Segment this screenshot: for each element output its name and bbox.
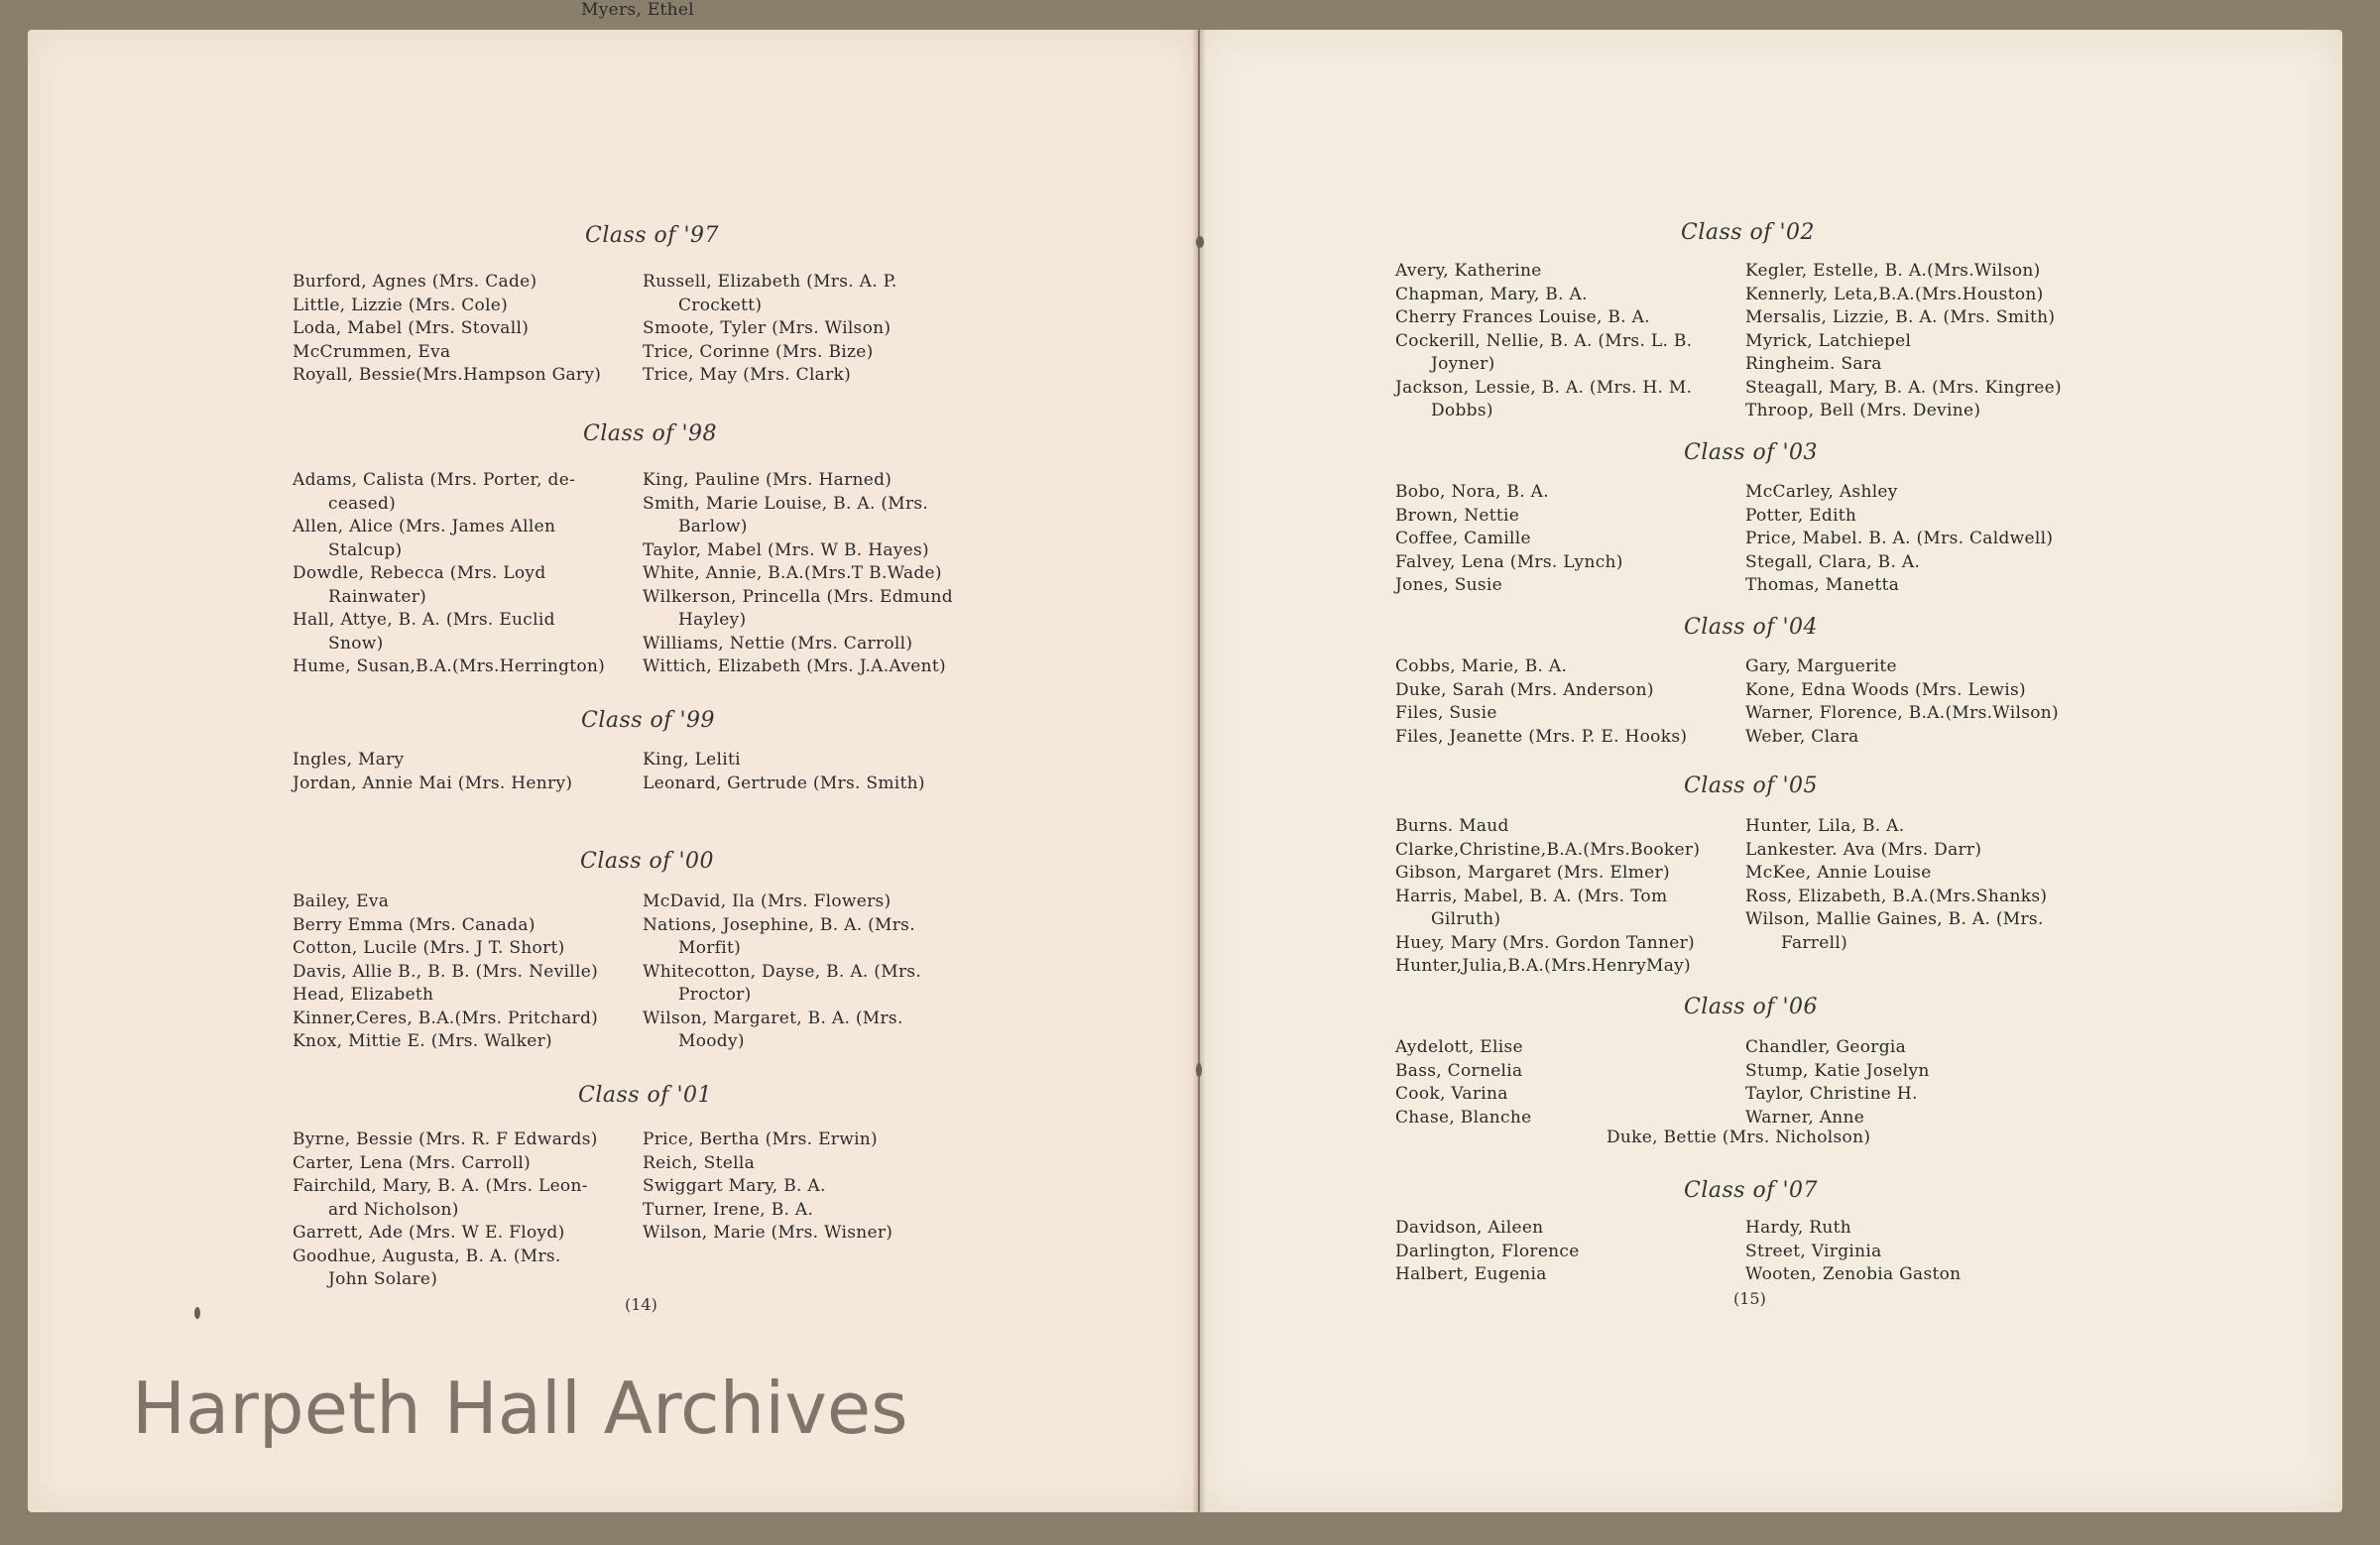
alumna-entry: McDavid, Ila (Mrs. Flowers) [643,891,892,911]
alumna-entry: Kinner,Ceres, B.A.(Mrs. Pritchard) [293,1008,599,1028]
names-column [1395,815,1700,979]
alumna-entry: Wooten, Zenobia Gaston [1745,1264,1962,1284]
alumna-entry: Wilson, Mallie Gaines, B. A. (Mrs. [1745,909,2044,929]
alumna-entry: Crockett) [678,295,763,315]
alumna-entry: Joyner) [1431,354,1495,374]
alumna-entry: Jones, Susie [1395,575,1503,595]
alumna-entry: Chandler, Georgia [1745,1037,1907,1057]
alumna-entry: Little, Lizzie (Mrs. Cole) [293,295,509,315]
page-number-left: (14) [625,1295,657,1314]
alumna-entry: Barlow) [678,517,748,536]
alumna-entry: Brown, Nettie [1395,505,1520,526]
alumna-entry: Rainwater) [328,586,427,607]
alumna-entry: Halbert, Eugenia [1395,1264,1547,1284]
alumna-entry: Cook, Varina [1395,1084,1508,1104]
alumna-entry: Gary, Marguerite [1745,656,1897,676]
class-heading: Class of '07 [1684,1178,1818,1203]
alumna-entry: Davis, Allie B., B. B. (Mrs. Neville) [293,961,599,982]
alumna-entry: Kegler, Estelle, B. A.(Mrs.Wilson) [1745,261,2041,281]
class-heading: Class of '97 [585,223,719,248]
alumna-entry: Proctor) [678,985,752,1005]
class-heading: Class of '03 [1684,440,1818,465]
names-column [643,891,921,1054]
alumna-entry: Byrne, Bessie (Mrs. R. F Edwards) [293,1129,598,1149]
alumna-entry: Lankester. Ava (Mrs. Darr) [1745,839,1982,860]
alumna-entry: Cockerill, Nellie, B. A. (Mrs. L. B. [1395,330,1693,351]
names-column [1745,481,2053,598]
alumna-entry: Steagall, Mary, B. A. (Mrs. Kingree) [1745,377,2062,398]
names-column [1745,1036,1930,1129]
names-column [1745,1217,1961,1287]
alumna-entry: Garrett, Ade (Mrs. W E. Floyd) [293,1223,565,1243]
book-gutter [1192,30,1206,1512]
names-column [643,749,925,795]
alumna-entry: ceased) [328,493,397,514]
alumna-entry: Berry Emma (Mrs. Canada) [293,914,536,935]
alumna-entry: Myrick, Latchiepel [1745,330,1912,351]
alumna-entry: Kennerly, Leta,B.A.(Mrs.Houston) [1745,284,2044,304]
alumna-entry: Cobbs, Marie, B. A. [1395,656,1568,676]
left-page [28,30,1198,1512]
alumna-entry: Coffee, Camille [1395,529,1531,548]
alumna-entry: Wilson, Marie (Mrs. Wisner) [643,1223,893,1243]
alumna-entry: ard Nicholson) [328,1199,459,1220]
names-column [1745,655,2059,749]
class-heading: Class of '05 [1684,773,1818,798]
alumna-entry: Thomas, Manetta [1745,575,1900,595]
alumna-entry: Hunter,Julia,B.A.(Mrs.HenryMay) [1395,956,1691,976]
alumna-entry: Potter, Edith [1745,505,1857,526]
class-heading: Class of '06 [1684,995,1818,1019]
alumna-entry: Adams, Calista (Mrs. Porter, de- [293,470,576,490]
alumna-entry: Nations, Josephine, B. A. (Mrs. [643,914,915,935]
alumna-entry: McKee, Annie Louise [1745,863,1932,883]
alumna-entry: White, Annie, B.A.(Mrs.T B.Wade) [643,563,942,583]
alumna-entry: Darlington, Florence [1395,1241,1580,1261]
class-heading: Class of '02 [1681,220,1815,245]
alumna-entry: Trice, Corinne (Mrs. Bize) [643,341,874,362]
alumna-entry: Throop, Bell (Mrs. Devine) [1745,401,1981,420]
alumna-entry: Taylor, Christine H. [1745,1084,1918,1104]
alumna-entry: Loda, Mabel (Mrs. Stovall) [293,318,530,338]
alumna-entry: Hall, Attye, B. A. (Mrs. Euclid [293,610,555,630]
alumna-entry: Burns. Maud [1395,816,1509,836]
alumna-entry: Clarke,Christine,B.A.(Mrs.Booker) [1395,839,1701,860]
alumna-entry: Royall, Bessie(Mrs.Hampson Gary) [293,365,602,385]
names-column [1395,1217,1580,1287]
alumna-entry: Head, Elizabeth [293,985,434,1005]
alumna-entry: Price, Bertha (Mrs. Erwin) [643,1129,878,1149]
names-column [643,1129,892,1246]
class-heading: Class of '01 [578,1083,712,1108]
alumna-entry: Huey, Mary (Mrs. Gordon Tanner) [1395,932,1695,953]
alumna-entry: Fairchild, Mary, B. A. (Mrs. Leon- [293,1176,588,1196]
alumna-entry: Price, Mabel. B. A. (Mrs. Caldwell) [1745,529,2054,548]
page-number-right: (15) [1733,1289,1766,1308]
names-column [1395,1036,1531,1129]
alumna-entry: Wittich, Elizabeth (Mrs. J.A.Avent) [643,656,946,676]
alumna-entry: Dobbs) [1431,401,1493,420]
alumna-entry: Files, Jeanette (Mrs. P. E. Hooks) [1395,726,1688,747]
alumna-entry: King, Leliti [643,750,741,770]
alumna-entry: Morfit) [678,938,742,958]
alumna-entry: Reich, Stella [643,1152,756,1173]
alumna-entry: Hardy, Ruth [1745,1218,1851,1238]
alumna-entry: Kone, Edna Woods (Mrs. Lewis) [1745,679,2026,700]
alumna-entry: Hayley) [678,610,747,630]
alumna-entry: Carter, Lena (Mrs. Carroll) [293,1152,531,1173]
alumna-entry: Stump, Katie Joselyn [1745,1060,1930,1081]
alumna-entry: King, Pauline (Mrs. Harned) [643,470,892,490]
class-heading: Class of '00 [580,849,714,874]
names-column [293,891,598,1054]
alumna-entry: Bobo, Nora, B. A. [1395,482,1549,502]
alumna-entry: Mersalis, Lizzie, B. A. (Mrs. Smith) [1745,307,2056,327]
class-heading: Class of '04 [1684,615,1818,640]
alumna-entry: Chase, Blanche [1395,1107,1532,1128]
alumna-entry: Ringheim. Sara [1745,354,1882,374]
alumna-entry: Aydelott, Elise [1395,1037,1523,1057]
alumna-entry-centered: Myers, Ethel [581,0,695,20]
alumna-entry: Burford, Agnes (Mrs. Cade) [293,272,537,292]
alumna-entry: Trice, May (Mrs. Clark) [643,365,852,385]
alumna-entry: Bailey, Eva [293,891,390,911]
names-column [1395,655,1687,749]
alumna-entry: Turner, Irene, B. A. [643,1199,814,1220]
alumna-entry: Falvey, Lena (Mrs. Lynch) [1395,551,1623,572]
alumna-entry: McCarley, Ashley [1745,482,1898,502]
names-column [1745,260,2062,423]
alumna-entry: Warner, Anne [1745,1107,1865,1128]
alumna-entry: Files, Susie [1395,703,1497,723]
alumna-entry: Cherry Frances Louise, B. A. [1395,307,1650,327]
class-heading: Class of '98 [583,421,717,446]
alumna-entry: Allen, Alice (Mrs. James Allen [293,517,556,536]
alumna-entry: Stalcup) [328,539,403,560]
names-column [643,271,897,388]
alumna-entry: Smith, Marie Louise, B. A. (Mrs. [643,493,929,514]
alumna-entry: Jackson, Lessie, B. A. (Mrs. H. M. [1395,377,1693,398]
alumna-entry: McCrummen, Eva [293,341,451,362]
alumna-entry: Bass, Cornelia [1395,1060,1523,1081]
alumna-entry: Harris, Mabel, B. A. (Mrs. Tom [1395,886,1668,906]
names-column [293,1129,598,1292]
names-column [1395,260,1692,423]
alumna-entry: Wilson, Margaret, B. A. (Mrs. [643,1008,903,1028]
alumna-entry: Duke, Sarah (Mrs. Anderson) [1395,679,1654,700]
alumna-entry: Weber, Clara [1745,726,1859,747]
alumna-entry: Davidson, Aileen [1395,1218,1544,1238]
paper-speck [1196,1063,1202,1077]
alumna-entry: Williams, Nettie (Mrs. Carroll) [643,633,913,654]
names-column [293,749,572,795]
alumna-entry: Chapman, Mary, B. A. [1395,284,1588,304]
alumna-entry: Taylor, Mabel (Mrs. W B. Hayes) [643,539,929,560]
alumna-entry: Whitecotton, Dayse, B. A. (Mrs. [643,961,922,982]
paper-speck [1196,236,1204,248]
alumna-entry: Ross, Elizabeth, B.A.(Mrs.Shanks) [1745,886,2048,906]
alumna-entry: Swiggart Mary, B. A. [643,1176,826,1196]
alumna-entry: Hume, Susan,B.A.(Mrs.Herrington) [293,656,606,676]
names-column [293,469,605,679]
alumna-entry: Smoote, Tyler (Mrs. Wilson) [643,318,892,338]
alumna-entry: Wilkerson, Princella (Mrs. Edmund [643,586,953,607]
alumna-entry: Goodhue, Augusta, B. A. (Mrs. [293,1246,561,1266]
archive-watermark: Harpeth Hall Archives [132,1367,908,1450]
alumna-entry: Knox, Mittie E. (Mrs. Walker) [293,1031,552,1051]
class-heading: Class of '99 [581,708,715,733]
alumna-entry: Farrell) [1781,932,1847,953]
alumna-entry: Russell, Elizabeth (Mrs. A. P. [643,272,897,292]
paper-speck [194,1307,200,1319]
alumna-entry: Ingles, Mary [293,750,405,770]
alumna-entry: Dowdle, Rebecca (Mrs. Loyd [293,563,546,583]
alumna-entry: Street, Virginia [1745,1241,1882,1261]
names-column [643,469,953,679]
alumna-entry: Gibson, Margaret (Mrs. Elmer) [1395,863,1670,883]
alumna-entry: Stegall, Clara, B. A. [1745,551,1921,572]
alumna-entry: Jordan, Annie Mai (Mrs. Henry) [293,772,573,793]
names-column [1745,815,2047,955]
names-column [1395,481,1623,598]
alumna-entry: Gilruth) [1431,909,1501,929]
alumna-entry: Warner, Florence, B.A.(Mrs.Wilson) [1745,703,2059,723]
names-column [293,271,601,388]
alumna-entry: Cotton, Lucile (Mrs. J T. Short) [293,938,565,958]
alumna-entry: Snow) [328,633,384,654]
alumna-entry: Hunter, Lila, B. A. [1745,816,1905,836]
alumna-entry: John Solare) [328,1269,438,1289]
right-page [1200,30,2342,1512]
alumna-entry: Leonard, Gertrude (Mrs. Smith) [643,772,925,793]
alumna-entry: Moody) [678,1031,745,1051]
alumna-entry-centered: Duke, Bettie (Mrs. Nicholson) [1606,1128,1871,1147]
alumna-entry: Avery, Katherine [1395,261,1542,281]
